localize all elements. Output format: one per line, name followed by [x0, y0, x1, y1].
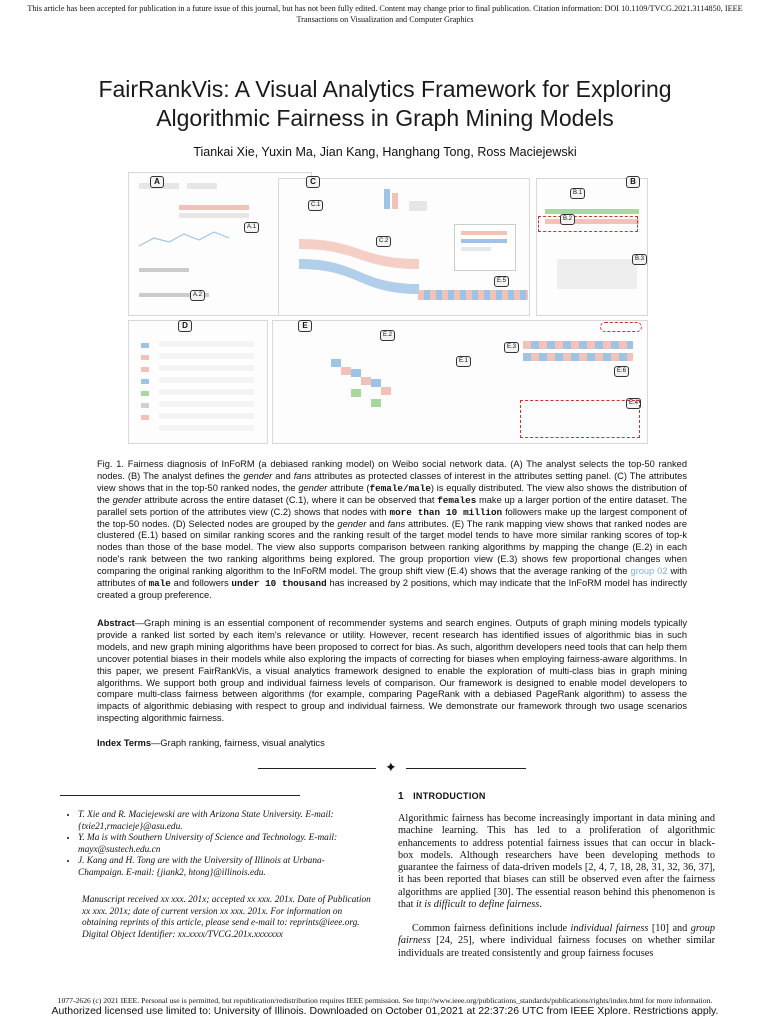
highlight-b2 — [538, 216, 638, 232]
tag-c2: C.2 — [376, 236, 391, 247]
tag-b: B — [626, 176, 640, 188]
tag-e4: E.4 — [626, 398, 641, 409]
section-heading-introduction — [398, 791, 486, 802]
section-number: 1 — [398, 791, 404, 802]
tag-b1: B.1 — [570, 188, 585, 199]
footnote-rule — [60, 795, 300, 796]
affiliation-item: • T. Xie and R. Maciejewski are with Arizona State University. E-mail: {txie21,rmacieje}@asu.edu. — [78, 810, 360, 833]
tag-d: D — [178, 320, 192, 332]
tag-e6: E.6 — [614, 366, 629, 377]
abstract-label: Abstract — [97, 618, 135, 628]
affiliation-item: • Y. Ma is with Southern University of Science and Technology. E-mail: mayx@sustech.edu.cn — [78, 833, 360, 856]
affiliations — [60, 810, 360, 879]
tag-a1: A.1 — [244, 222, 259, 233]
header-notice-line2: Transactions on Visualization and Computer Graphics — [296, 15, 474, 24]
tag-e3: E.3 — [504, 342, 519, 353]
abstract-text: —Graph mining is an essential component of recommender systems and search engines. Outputs of graph mining models typically provide a ranked list sorted by each item's relevance or utility. However, recent research has identified issues of algorithmic bias in such models, and new graph mining algorithms have been proposed to correct for bias. As such, algorithm developers need tools that can help them uncover potential biases in their models while also exploring the impacts of correcting for biases when employing fairness-aware algorithms. In this paper, we present FairRankVis, a visual analytics framework designed to enable the exploration of multi-class bias in graph mining algorithms. We support both group and individual fairness levels of comparison. Our framework is designed to enable model developers to compare multi-class fairness between algorithms (for example, comparing PageRank with a debiased PageRank algorithm) to assess the impacts of algorithmic debiasing with respect to group and individual fairness. We demonstrate our framework through two usage scenarios inspecting algorithmic fairness. — [97, 618, 687, 724]
license-footer: 1077-2626 (c) 2021 IEEE. Personal use is permitted, but republication/redistribution requires IEEE permission. See http://www.ieee.org/publications_standards/publications/rights/index.html for more information. — [57, 996, 713, 1005]
paper-title-line1: FairRankVis: A Visual Analytics Framework for Exploring — [98, 76, 672, 102]
author-list: Tiankai Xie, Yuxin Ma, Jian Kang, Hanghang Tong, Ross Maciejewski — [193, 145, 577, 159]
divider-glyph: ✦ — [385, 761, 397, 776]
index-terms — [97, 738, 687, 748]
intro-paragraph-2: Common fairness definitions include individual fairness [10] and group fairness [24, 25], where individual fairness focuses on whether similar individuals are treated consistently and group fairness focuses — [398, 923, 715, 959]
tag-b3: B.3 — [632, 254, 647, 265]
view-b-panel — [536, 178, 648, 316]
index-terms-label: Index Terms — [97, 738, 152, 748]
tag-c1: C.1 — [308, 200, 323, 211]
section-title: INTRODUCTION — [413, 791, 486, 801]
tag-c: C — [306, 176, 320, 188]
tag-e2: E.2 — [380, 330, 395, 341]
highlight-e4 — [520, 400, 640, 438]
intro-paragraph-1: Algorithmic fairness has become increasingly important in data mining and machine learning. This has led to a proliferation of algorithmic enhancements to address potential fairness issues that can occur in black-box models. Although researchers have been developing methods to guarantee the fairness of data-driven models [2, 4, 7, 18, 28, 31, 32, 36, 37], it has been reported that biases can still be observed even after the fairness algorithms are applied [30]. The essential reason behind this phenomenon is that it is difficult to define fairness. — [398, 813, 715, 911]
paper-title-line2: Algorithmic Fairness in Graph Mining Models — [156, 105, 614, 131]
abstract — [97, 618, 687, 725]
figure-1 — [128, 172, 648, 444]
download-notice: Authorized licensed use limited to: University of Illinois. Downloaded on October 01,2021 at 22:37:26 UTC from IEEE Xplore. Restrictions apply. — [51, 1005, 719, 1017]
header-notice-line1: This article has been accepted for publication in a future issue of this journal, but has not been fully edited. Content may change prior to final publication. Citation information: DOI 10.1109/TVCG.2021.3114850, IEEE — [27, 4, 743, 13]
highlight-e-legend — [600, 322, 642, 332]
affiliation-item: • J. Kang and H. Tong are with the University of Illinois at Urbana-Champaign. E-mail: {jiank2, htong}@illinois.edu. — [78, 856, 360, 879]
tag-a: A — [150, 176, 164, 188]
tag-e: E — [298, 320, 312, 332]
tag-a2: A.2 — [190, 290, 205, 301]
section-divider — [258, 763, 526, 775]
header-notice — [0, 3, 770, 25]
tag-e1: E.1 — [456, 356, 471, 367]
paper-title — [60, 75, 710, 133]
manuscript-note: Manuscript received xx xxx. 201x; accepted xx xxx. 201x. Date of Publication xx xxx. 201x; date of current version xx xxx. 201x. For information on obtaining reprints of this article, please send e-mail to: reprints@ieee.org. Digital Object Identifier: xx.xxxx/TVCG.201x.xxxxxxx — [82, 895, 371, 940]
figure-caption: Fig. 1. Fairness diagnosis of InFoRM (a debiased ranking model) on Weibo social network data. (A) The analyst selects the top-50 ranked nodes. (B) The analyst defines the gender and fans attributes as protected classes of interest in the attributes setting panel. (C) The attributes view shows that in the top-50 ranked nodes, the gender attribute (female/male) is equally distributed. The view also shows the distribution of the gender attribute across the entire dataset (C.1), where it can be observed that females make up a larger portion of the entire dataset. The parallel sets portion of the attributes view (C.2) shows that nodes with more than 10 million followers make up the largest component of the top-50 nodes. (D) Selected nodes are grouped by the gender and fans attributes. (E) The rank mapping view shows that ranked nodes are clustered (E.1) based on similar ranking scores and the ranking result of the target model tends to have more similar ranking scores of top-k nodes than those of the base model. The view also supports comparison between ranking algorithms by mapping the change (E.2) in each node's rank between the two ranking algorithms being explored. The group proportion view (E.3) shows few proportional changes when comparing the original ranking algorithm to the InFoRM model. The group shift view (E.4) shows that the average ranking of the group 02 with attributes of male and followers under 10 thousand has increased by 2 positions, which may indicate that the InFoRM model has indirectly created a group preference. — [97, 459, 688, 600]
view-d-panel — [128, 320, 268, 444]
index-terms-text: —Graph ranking, fairness, visual analytics — [151, 738, 325, 748]
tag-b2: B.2 — [560, 214, 575, 225]
tag-e5: E.5 — [494, 276, 509, 287]
